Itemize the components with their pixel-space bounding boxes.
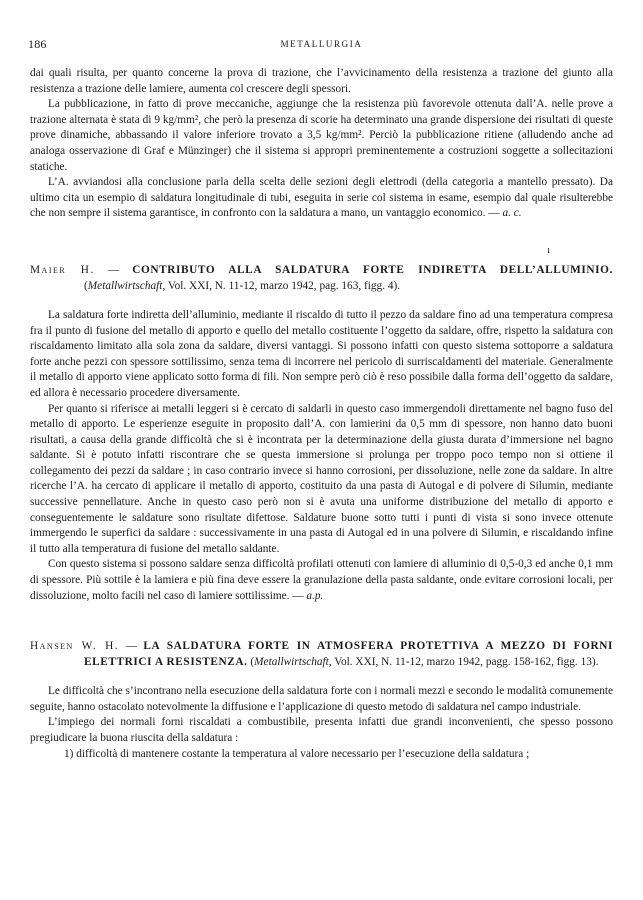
review-continued	[30, 66, 613, 222]
paragraph: La pubblicazione, in fatto di prove meccaniche, aggiunge che la resistenza più favorevole ottenuta dall’A. nelle prove a trazione alternata è stata di 9 kg/mm², che però la presenza di scorie ha determinato una grande dispersione dei risultati di queste prove dinamiche, abbassando il valore inferiore trovato a 3,5 kg/mm². Perciò la pubblicazione ritiene (alludendo anche ad analoga osservazione di Graf e Münzinger) che il sistema si appropri preminentemente a costruzioni soggette a sollecitazioni statiche.	[30, 98, 613, 173]
paragraph: Le difficoltà che s’incontrano nella esecuzione della saldatura forte con i normali mezzi e secondo le modalità comunemente seguite, hanno ostacolato notevolmente la diffusione e l’applicazione di questo metodo di saldatura nel campo industriale.	[30, 685, 613, 713]
reviewer-signature: a. c.	[502, 207, 522, 220]
paragraph	[30, 175, 613, 222]
list-item: 1) difficoltà di mantenere costante la temperatura al valore necessario per l’esecuzione della saldatura ;	[64, 747, 530, 760]
paragraph: L’impiego dei normali forni riscaldati a combustibile, presenta infatti due grandi inconvenienti, che spesso possono pregiudicare la buona riuscita della saldatura :	[30, 716, 613, 744]
article-author: Maier H.	[30, 263, 95, 276]
running-head: METALLURGIA	[280, 39, 363, 49]
citation-open: (	[84, 279, 88, 292]
journal-name: Metallwirtschaft,	[254, 656, 332, 669]
article-title: LA SALDATURA FORTE IN ATMOSFERA PROTETTIVA A MEZZO DI FORNI ELETTRICI A RESISTENZA.	[84, 640, 614, 669]
article-heading	[30, 262, 613, 294]
article-heading	[30, 638, 613, 670]
page-number: 186	[28, 37, 47, 51]
margin-mark: ı	[547, 245, 550, 256]
paragraph: Per quanto si riferisce ai metalli leggeri si è cercato di saldarli in questo caso immergendoli direttamente nel bagno fuso del metallo di apporto. Le esperienze eseguite in proposito dall’A. con lamierini da 0,5 mm di spessore, non hanno dato buoni risultati, a causa della grande difficoltà che si è incontrata per la determinazione della giusta durata d’immersione nel bagno saldante. Si è potuto infatti riscontrare che se questa immersione si prolunga per troppo poco tempo non si ottiene il collegamento dei pezzi da saldare ; in caso contrario invece si hanno corrosioni, per dissoluzione, nelle zone da saldare. In altre ricerche l’A. ha cercato di applicare il metallo di apporto, costituito da una pasta di Autogal e di polvere di Silumin, mediante successive pennellature. Anche in questo caso però non si è avuta una uniforme distribuzione del metallo di apporto e conseguentemente le saldature sono risultate difettose. Saldature buone sotto tutti i punti di vista si sono invece ottenute immergendo le superfici da saldare : successivamente in una pasta di Autogal ed in una polvere di Silumin, e riscaldando infine il tutto alla temperatura di fusione del metallo saldante.	[30, 402, 613, 555]
paragraph-text: L’A. avviandosi alla conclusione parla della scelta delle sezioni degli elettrodi (della categoria a mantello pressato). Da ultimo cita un esempio di saldatura longitudinale di tubi, eseguita in serie col sistema in esame, esempio dal quale risulterebbe che non sempre il sistema garantisce, in confronto con la saldatura a mano, un vantaggio economico. —	[30, 176, 613, 220]
journal-name: Metallwirtschaft,	[87, 279, 166, 292]
paragraph: dai quali risulta, per quanto concerne la prova di trazione, che l’avvicinamento della resistenza a trazione del giunto alla resistenza a trazione delle lamiere, aumenta col crescere degli spessori.	[30, 67, 613, 95]
citation-open: (	[247, 656, 255, 669]
citation-details: Vol. XXI, N. 11-12, marzo 1942, pagg. 158-162, figg. 13).	[331, 656, 599, 669]
reviewer-signature: a.p.	[306, 589, 324, 602]
page-content	[30, 66, 613, 762]
paragraph	[30, 557, 613, 604]
article-author: Hansen W. H.	[30, 640, 120, 653]
heading-dash: —	[94, 263, 133, 276]
review-hansen	[30, 638, 613, 762]
paragraph-text: Con questo sistema si possono saldare senza difficoltà profilati ottenuti con lamiere di alluminio di 0,5-0,3 ed anche 0,1 mm di spessore. Più sottile è la lamiera e più fina deve essere la granulazione della pasta saldante, onde evitare corrosioni locali, per dissoluzione, molto facili nel caso di lamiere sottilissime. —	[30, 558, 613, 602]
review-maier	[30, 262, 613, 604]
paragraph: La saldatura forte indiretta dell’alluminio, mediante il riscaldo di tutto il pezzo da saldare fino ad una temperatura compresa fra il punto di fusione del metallo di apporto e quello del metallo costituente l’oggetto da saldare, offre, rispetto la saldatura con riscaldamento limitato alla sola zona da saldare, diversi vantaggi. Si possono infatti con questo sistema sottoporre a saldatura forte anche pezzi con spessore sottilissimo, senza tema di incorrere nel pericolo di surriscaldamenti del materiale. Generalmente il metallo di apporto viene applicato sotto forma di fili. Non sempre però ciò è reso possibile dalla forma dell’oggetto da saldare, ed allora è necessario procedere diversamente.	[30, 308, 613, 399]
heading-dash: —	[119, 640, 144, 653]
article-title: CONTRIBUTO ALLA SALDATURA FORTE INDIRETTA DELL’ALLUMINIO.	[132, 263, 613, 276]
citation-details: Vol. XXI, N. 11-12, marzo 1942, pag. 163, figg. 4).	[165, 279, 401, 292]
